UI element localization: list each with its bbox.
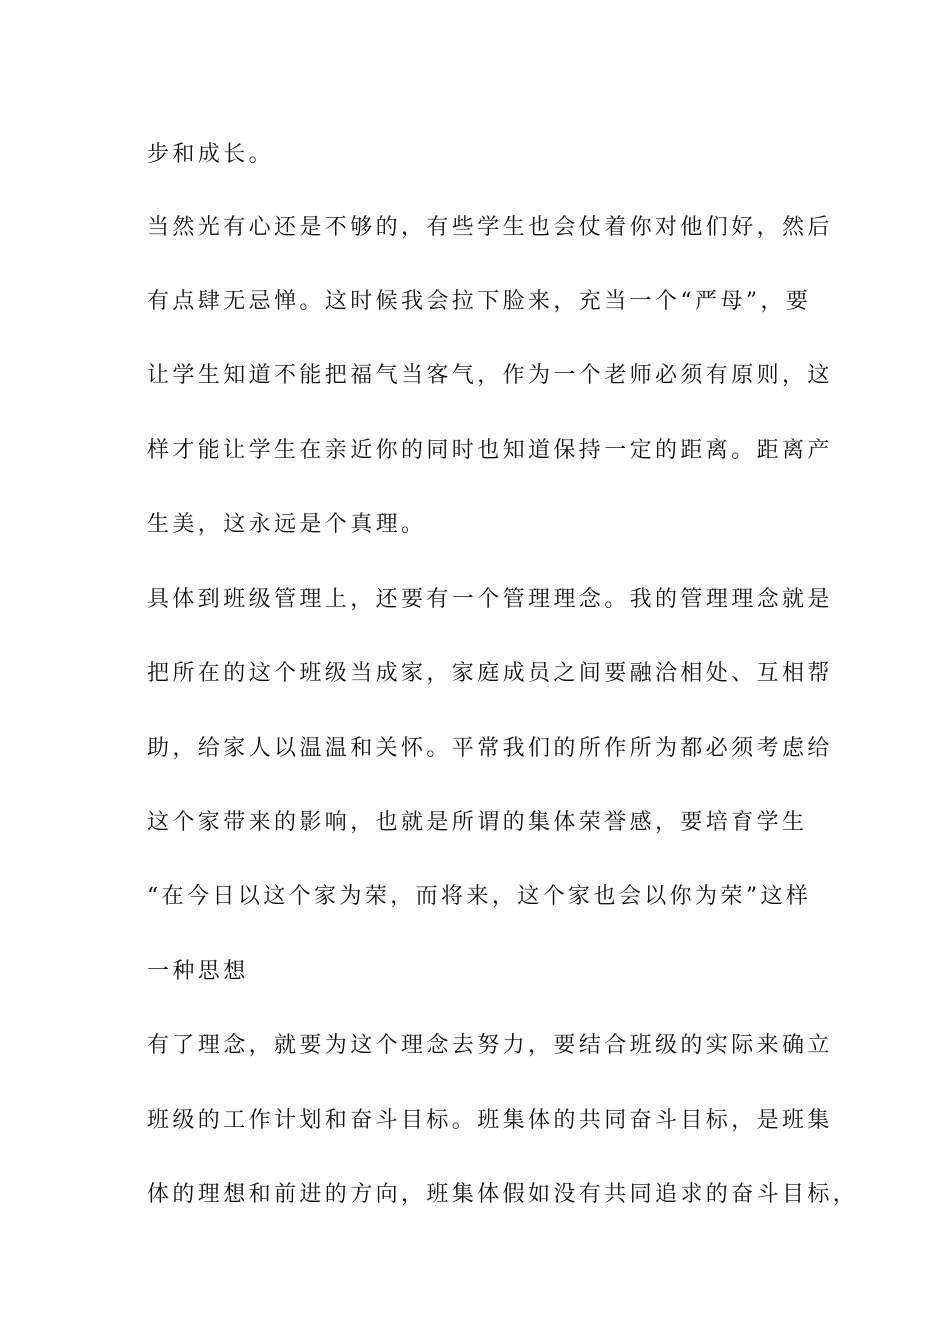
text-line: 助，给家人以温温和关怀。平常我们的所作所为都必须考虑给 <box>147 736 833 761</box>
text-line: 步和成长。 <box>147 142 275 167</box>
text-line: 让学生知道不能把福气当客气，作为一个老师必须有原则，这 <box>147 363 833 388</box>
text-line: 班级的工作计划和奋斗目标。班集体的共同奋斗目标，是班集 <box>147 1108 833 1133</box>
text-line: 具体到班级管理上，还要有一个管理理念。我的管理理念就是 <box>147 587 833 612</box>
text-line: 当然光有心还是不够的，有些学生也会仗着你对他们好，然后 <box>147 215 833 240</box>
text-line: 有点肆无忌惮。这时候我会拉下脸来，充当一个“严母”，要 <box>147 289 812 314</box>
text-line: 体的理想和前进的方向，班集体假如没有共同追求的奋斗目标， <box>147 1182 859 1207</box>
text-line: 把所在的这个班级当成家，家庭成员之间要融洽相处、互相帮 <box>147 661 833 686</box>
text-line: 有了理念，就要为这个理念去努力，要结合班级的实际来确立 <box>147 1033 833 1058</box>
text-line: 这个家带来的影响，也就是所谓的集体荣誉感，要培育学生 <box>147 810 808 835</box>
text-line: 一种思想 <box>147 959 249 984</box>
text-line: 样才能让学生在亲近你的同时也知道保持一定的距离。距离产 <box>147 438 833 463</box>
text-line: “在今日以这个家为荣，而将来，这个家也会以你为荣”这样 <box>147 884 812 909</box>
text-line: 生美，这永远是个真理。 <box>147 512 427 537</box>
